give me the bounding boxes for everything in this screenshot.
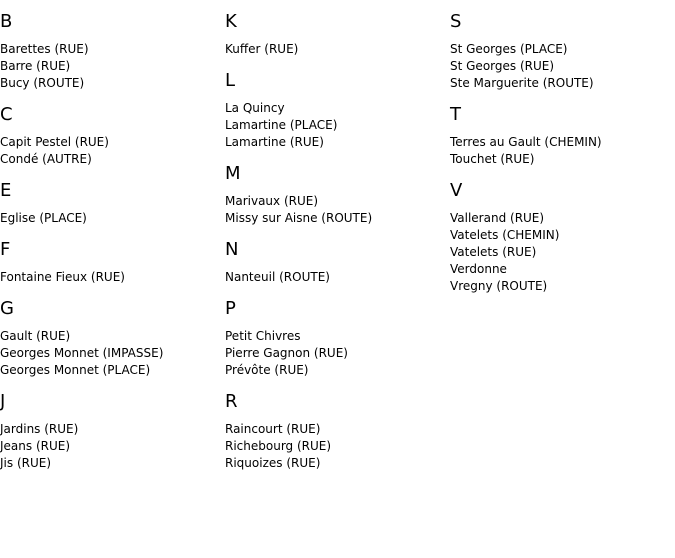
letter-group	[225, 163, 450, 227]
street-link[interactable]: Lamartine (RUE)	[225, 135, 324, 149]
letter-group	[0, 11, 225, 92]
letter-heading: M	[225, 163, 241, 184]
street-link[interactable]: Kuffer (RUE)	[225, 42, 299, 56]
street-column-1	[0, 0, 225, 484]
letter-group	[450, 180, 675, 295]
street-link[interactable]: Eglise (PLACE)	[0, 211, 87, 225]
letter-group	[225, 391, 450, 472]
letter-heading: P	[225, 298, 236, 319]
street-link[interactable]: Vatelets (RUE)	[450, 245, 537, 259]
letter-group	[450, 104, 675, 168]
street-link[interactable]: Touchet (RUE)	[450, 152, 535, 166]
letter-heading: E	[0, 180, 12, 201]
letter-heading: T	[450, 104, 461, 125]
street-link[interactable]: Capit Pestel (RUE)	[0, 135, 109, 149]
letter-group	[225, 70, 450, 151]
street-link[interactable]: Vallerand (RUE)	[450, 211, 545, 225]
street-link[interactable]: St Georges (PLACE)	[450, 42, 568, 56]
street-link[interactable]: Richebourg (RUE)	[225, 439, 332, 453]
letter-group	[225, 298, 450, 379]
street-link[interactable]: Ste Marguerite (ROUTE)	[450, 76, 594, 90]
street-list	[225, 328, 450, 379]
street-column-2	[225, 0, 450, 484]
letter-group	[0, 180, 225, 227]
street-list	[450, 210, 675, 295]
street-list	[225, 41, 450, 58]
street-link[interactable]: Barettes (RUE)	[0, 42, 89, 56]
street-list	[0, 210, 225, 227]
street-link[interactable]: St Georges (RUE)	[450, 59, 555, 73]
letter-group	[0, 391, 225, 472]
street-list	[225, 193, 450, 227]
street-link[interactable]: Condé (AUTRE)	[0, 152, 92, 166]
letter-group	[225, 239, 450, 286]
letter-group	[0, 298, 225, 379]
street-link[interactable]: Fontaine Fieux (RUE)	[0, 270, 125, 284]
letter-heading: R	[225, 391, 238, 412]
street-list	[225, 269, 450, 286]
street-link[interactable]: Raincourt (RUE)	[225, 422, 321, 436]
street-list	[225, 100, 450, 151]
letter-heading: S	[450, 11, 462, 32]
street-list	[0, 421, 225, 472]
letter-group	[225, 11, 450, 58]
street-link[interactable]: Verdonne	[450, 262, 507, 276]
letter-heading: N	[225, 239, 239, 260]
letter-heading: F	[0, 239, 11, 260]
street-link[interactable]: Terres au Gault (CHEMIN)	[450, 135, 602, 149]
street-link[interactable]: Gault (RUE)	[0, 329, 71, 343]
street-link[interactable]: Missy sur Aisne (ROUTE)	[225, 211, 373, 225]
letter-group	[450, 11, 675, 92]
street-link[interactable]: La Quincy	[225, 101, 285, 115]
letter-group	[0, 104, 225, 168]
street-link[interactable]: Petit Chivres	[225, 329, 301, 343]
street-column-3	[450, 0, 675, 307]
street-link[interactable]: Prévôte (RUE)	[225, 363, 309, 377]
street-link[interactable]: Pierre Gagnon (RUE)	[225, 346, 348, 360]
street-link[interactable]: Bucy (ROUTE)	[0, 76, 85, 90]
street-link[interactable]: Georges Monnet (IMPASSE)	[0, 346, 164, 360]
street-list	[450, 41, 675, 92]
street-link[interactable]: Jis (RUE)	[0, 456, 52, 470]
street-list	[0, 328, 225, 379]
street-link[interactable]: Barre (RUE)	[0, 59, 71, 73]
street-link[interactable]: Vregny (ROUTE)	[450, 279, 548, 293]
street-link[interactable]: Jardins (RUE)	[0, 422, 79, 436]
letter-heading: J	[0, 391, 6, 412]
street-link[interactable]: Lamartine (PLACE)	[225, 118, 338, 132]
letter-group	[0, 239, 225, 286]
street-list	[0, 269, 225, 286]
street-list	[0, 134, 225, 168]
street-link[interactable]: Marivaux (RUE)	[225, 194, 319, 208]
letter-heading: V	[450, 180, 463, 201]
street-link[interactable]: Jeans (RUE)	[0, 439, 71, 453]
street-list	[225, 421, 450, 472]
street-list	[450, 134, 675, 168]
street-list	[0, 41, 225, 92]
street-link[interactable]: Vatelets (CHEMIN)	[450, 228, 560, 242]
letter-heading: C	[0, 104, 13, 125]
street-link[interactable]: Riquoizes (RUE)	[225, 456, 321, 470]
street-link[interactable]: Georges Monnet (PLACE)	[0, 363, 151, 377]
letter-heading: K	[225, 11, 237, 32]
letter-heading: L	[225, 70, 236, 91]
letter-heading: G	[0, 298, 14, 319]
street-link[interactable]: Nanteuil (ROUTE)	[225, 270, 330, 284]
letter-heading: B	[0, 11, 13, 32]
